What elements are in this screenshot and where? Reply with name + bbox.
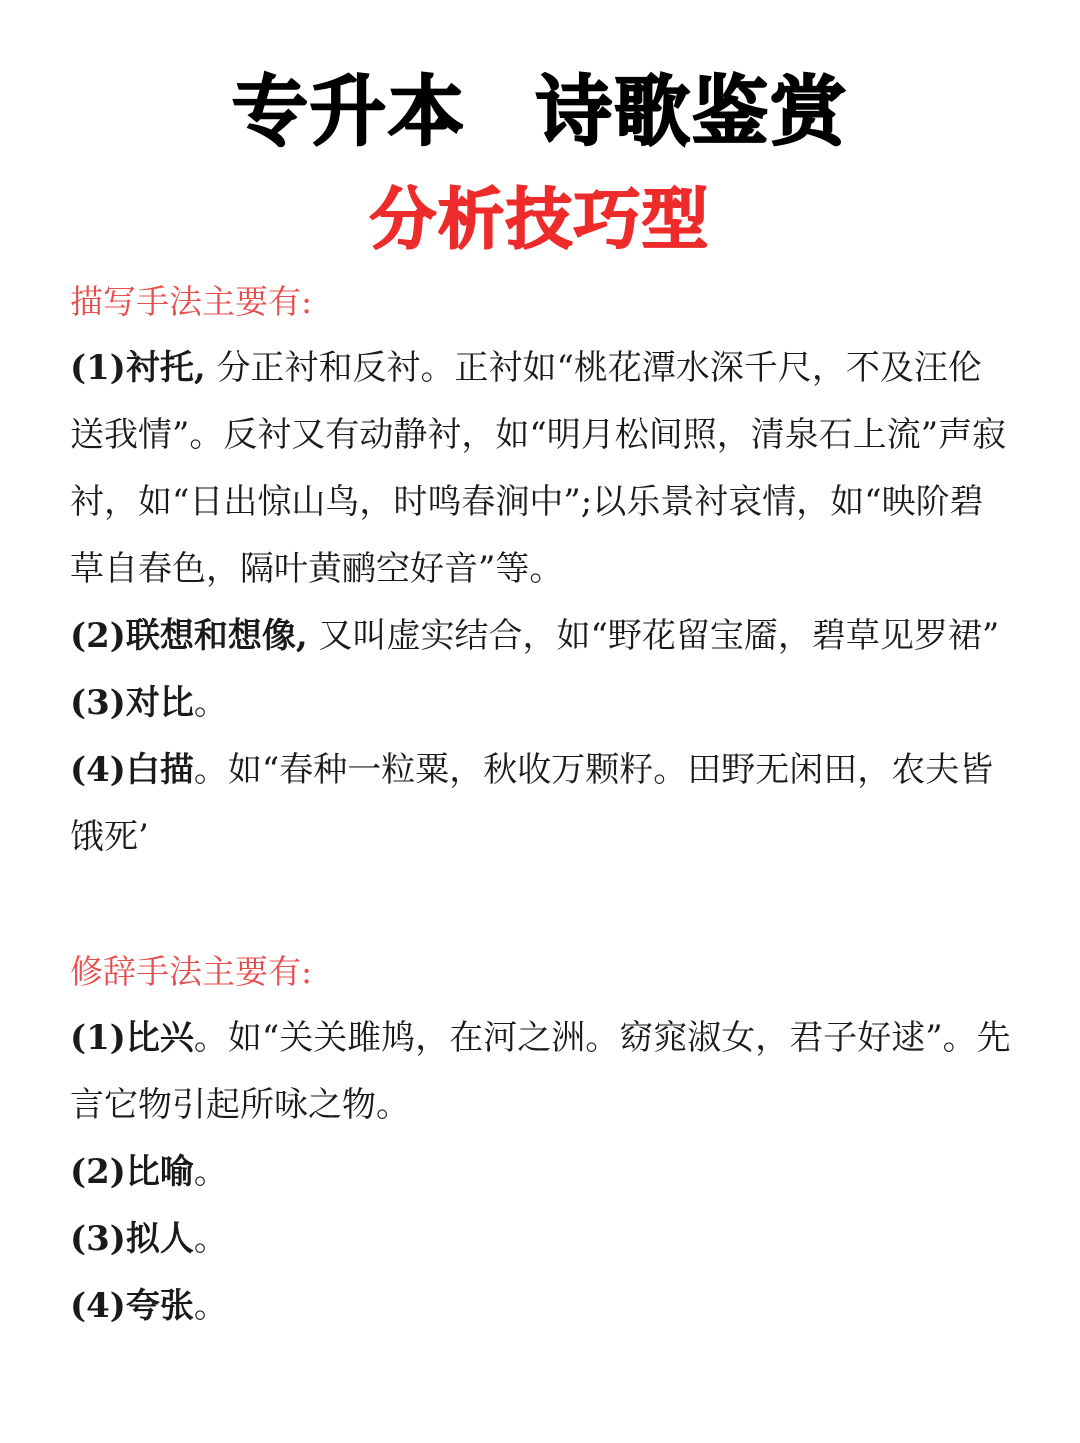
item-text: 。 <box>193 1219 228 1259</box>
item-number: (4) <box>70 750 126 790</box>
item-term: 对比 <box>125 683 194 723</box>
section-heading-description: 描写手法主要有: <box>70 282 313 321</box>
list-item <box>70 1005 1015 1139</box>
item-text: 。如“春种一粒粟，秋收万颗籽。田野无闲田，农夫皆饿死’ <box>70 750 994 857</box>
section-heading-rhetoric: 修辞手法主要有: <box>70 952 313 991</box>
list-item <box>70 1206 1015 1273</box>
list-item <box>70 737 1015 871</box>
item-text: 。如“关关雎鸠，在河之洲。窈窕淑女，君子好逑”。先言它物引起所咏之物。 <box>70 1018 1011 1125</box>
page-title <box>0 62 1080 162</box>
page-subtitle: 分析技巧型 <box>370 181 710 258</box>
item-text: 。 <box>193 1286 228 1326</box>
item-number: (3) <box>70 1219 126 1259</box>
item-term: 比兴 <box>125 1018 194 1058</box>
item-number: (1) <box>70 348 126 388</box>
item-number: (3) <box>70 683 126 723</box>
item-number: (1) <box>70 1018 126 1058</box>
item-term: 拟人 <box>125 1219 194 1259</box>
title-part-1: 专升本 <box>232 67 466 156</box>
list-item <box>70 603 1015 670</box>
item-text: 又叫虚实结合，如“野花留宝靥，碧草见罗裙” <box>318 616 1000 656</box>
item-number: (4) <box>70 1286 126 1326</box>
title-part-2: 诗歌鉴赏 <box>536 67 848 156</box>
item-term: 白描 <box>125 750 194 790</box>
item-term: 衬托, <box>125 348 206 388</box>
list-item <box>70 1139 1015 1206</box>
list-item <box>70 1273 1015 1340</box>
item-number: (2) <box>70 1152 126 1192</box>
item-number: (2) <box>70 616 126 656</box>
section-spacer <box>70 871 1015 938</box>
list-item <box>70 335 1015 603</box>
item-text: 。 <box>193 1152 228 1192</box>
item-text: 分正衬和反衬。正衬如“桃花潭水深千尺，不及汪伦送我情”。反衬又有动静衬，如“明月松间照，清泉石上流”声寂衬，如“日出惊山鸟，时鸣春涧中”;以乐景衬哀情，如“映阶碧草自春色，隔叶黄鹂空好音”等。 <box>70 348 1007 589</box>
item-term: 夸张 <box>125 1286 194 1326</box>
item-term: 联想和想像, <box>125 616 308 656</box>
list-item <box>70 670 1015 737</box>
article-body <box>70 268 1015 1340</box>
item-text: 。 <box>193 683 228 723</box>
item-term: 比喻 <box>125 1152 194 1192</box>
